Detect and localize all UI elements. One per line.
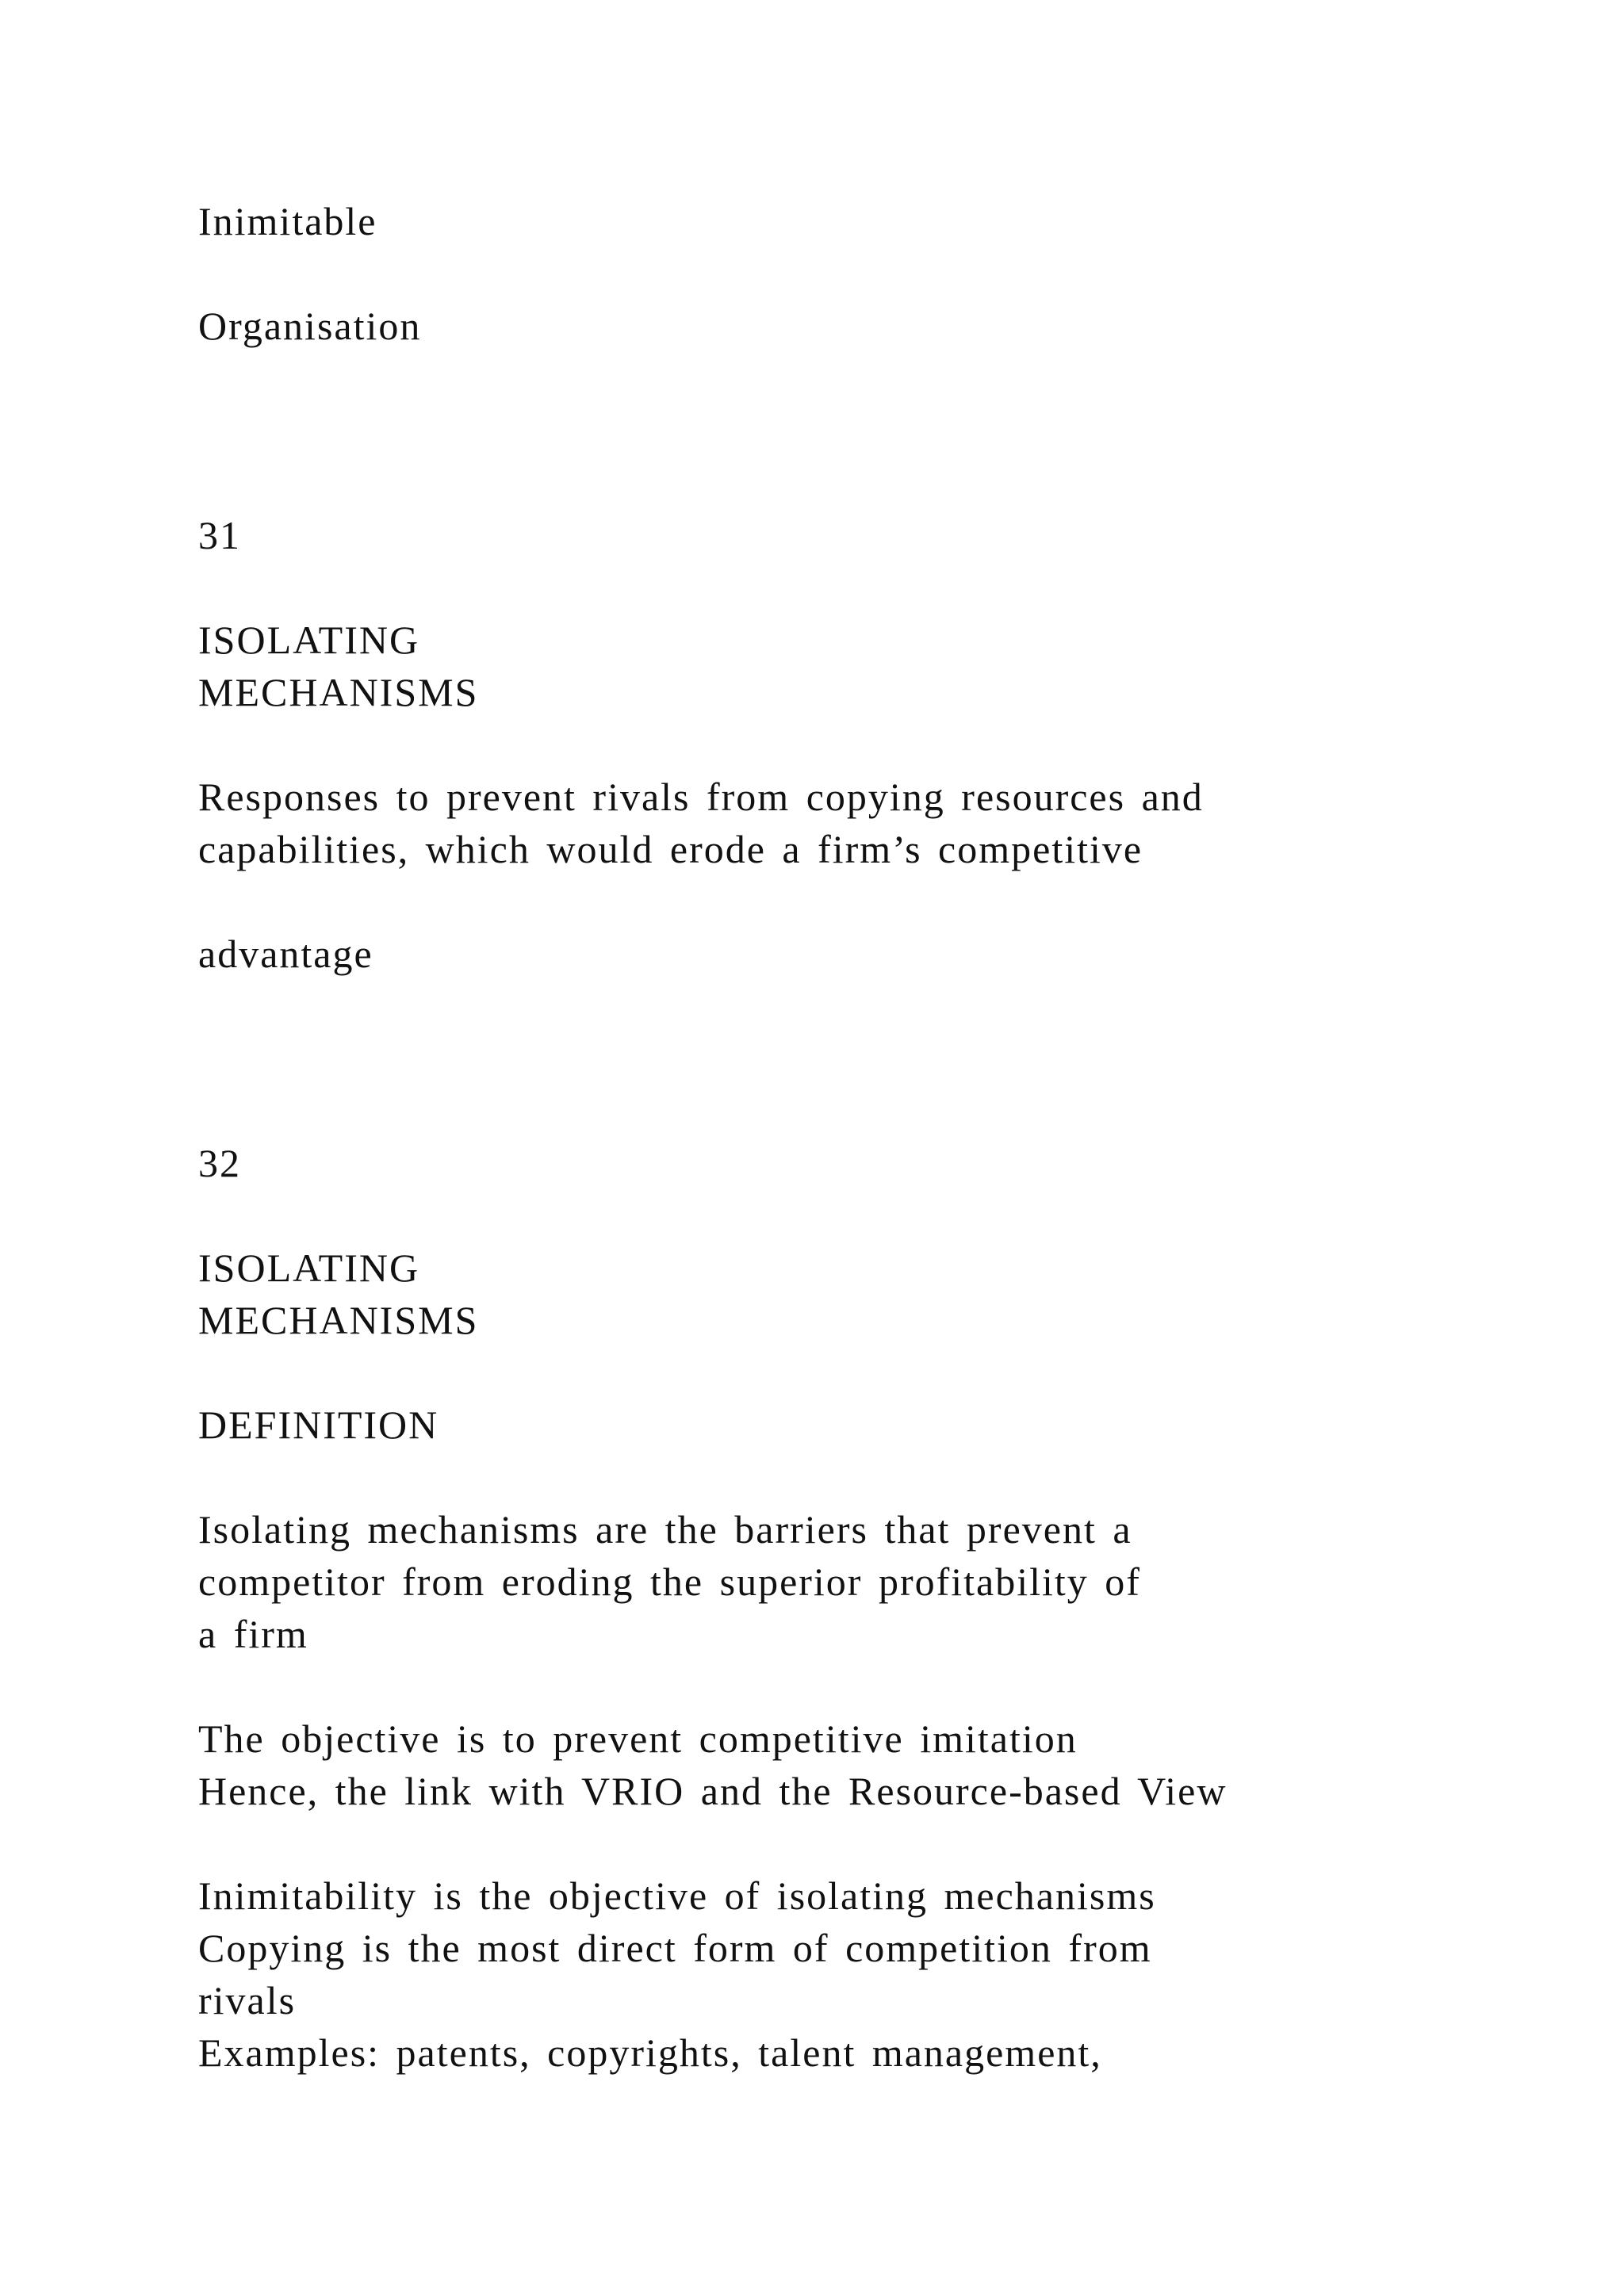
text-line-responses: Responses to prevent rivals from copying resources and (198, 775, 1204, 819)
text-line-examples: Examples: patents, copyrights, talent management, (198, 2030, 1102, 2075)
text-line-competitor: competitor from eroding the superior profitability of (198, 1559, 1141, 1604)
heading-mechanisms-2: MECHANISMS (198, 1298, 479, 1342)
heading-isolating-2: ISOLATING (198, 1246, 420, 1290)
heading-definition: DEFINITION (198, 1402, 439, 1447)
text-line-rivals: rivals (198, 1978, 297, 2022)
text-line-advantage: advantage (198, 932, 373, 976)
heading-mechanisms: MECHANISMS (198, 670, 479, 714)
text-line-organisation: Organisation (198, 304, 422, 348)
text-line-inimitability: Inimitability is the objective of isolating mechanisms (198, 1873, 1156, 1918)
text-line-copying: Copying is the most direct form of competition from (198, 1926, 1152, 1970)
text-line-capabilities: capabilities, which would erode a firm’s competitive (198, 827, 1143, 871)
page-number-32: 32 (198, 1141, 241, 1185)
text-line-inimitable: Inimitable (198, 199, 377, 243)
text-line-hence: Hence, the link with VRIO and the Resource-based View (198, 1769, 1228, 1813)
heading-isolating: ISOLATING (198, 618, 420, 662)
page-number-31: 31 (198, 513, 241, 557)
text-line-objective: The objective is to prevent competitive imitation (198, 1716, 1078, 1761)
text-line-isolating-mechanisms: Isolating mechanisms are the barriers that prevent a (198, 1507, 1132, 1552)
text-line-a-firm: a firm (198, 1612, 308, 1656)
